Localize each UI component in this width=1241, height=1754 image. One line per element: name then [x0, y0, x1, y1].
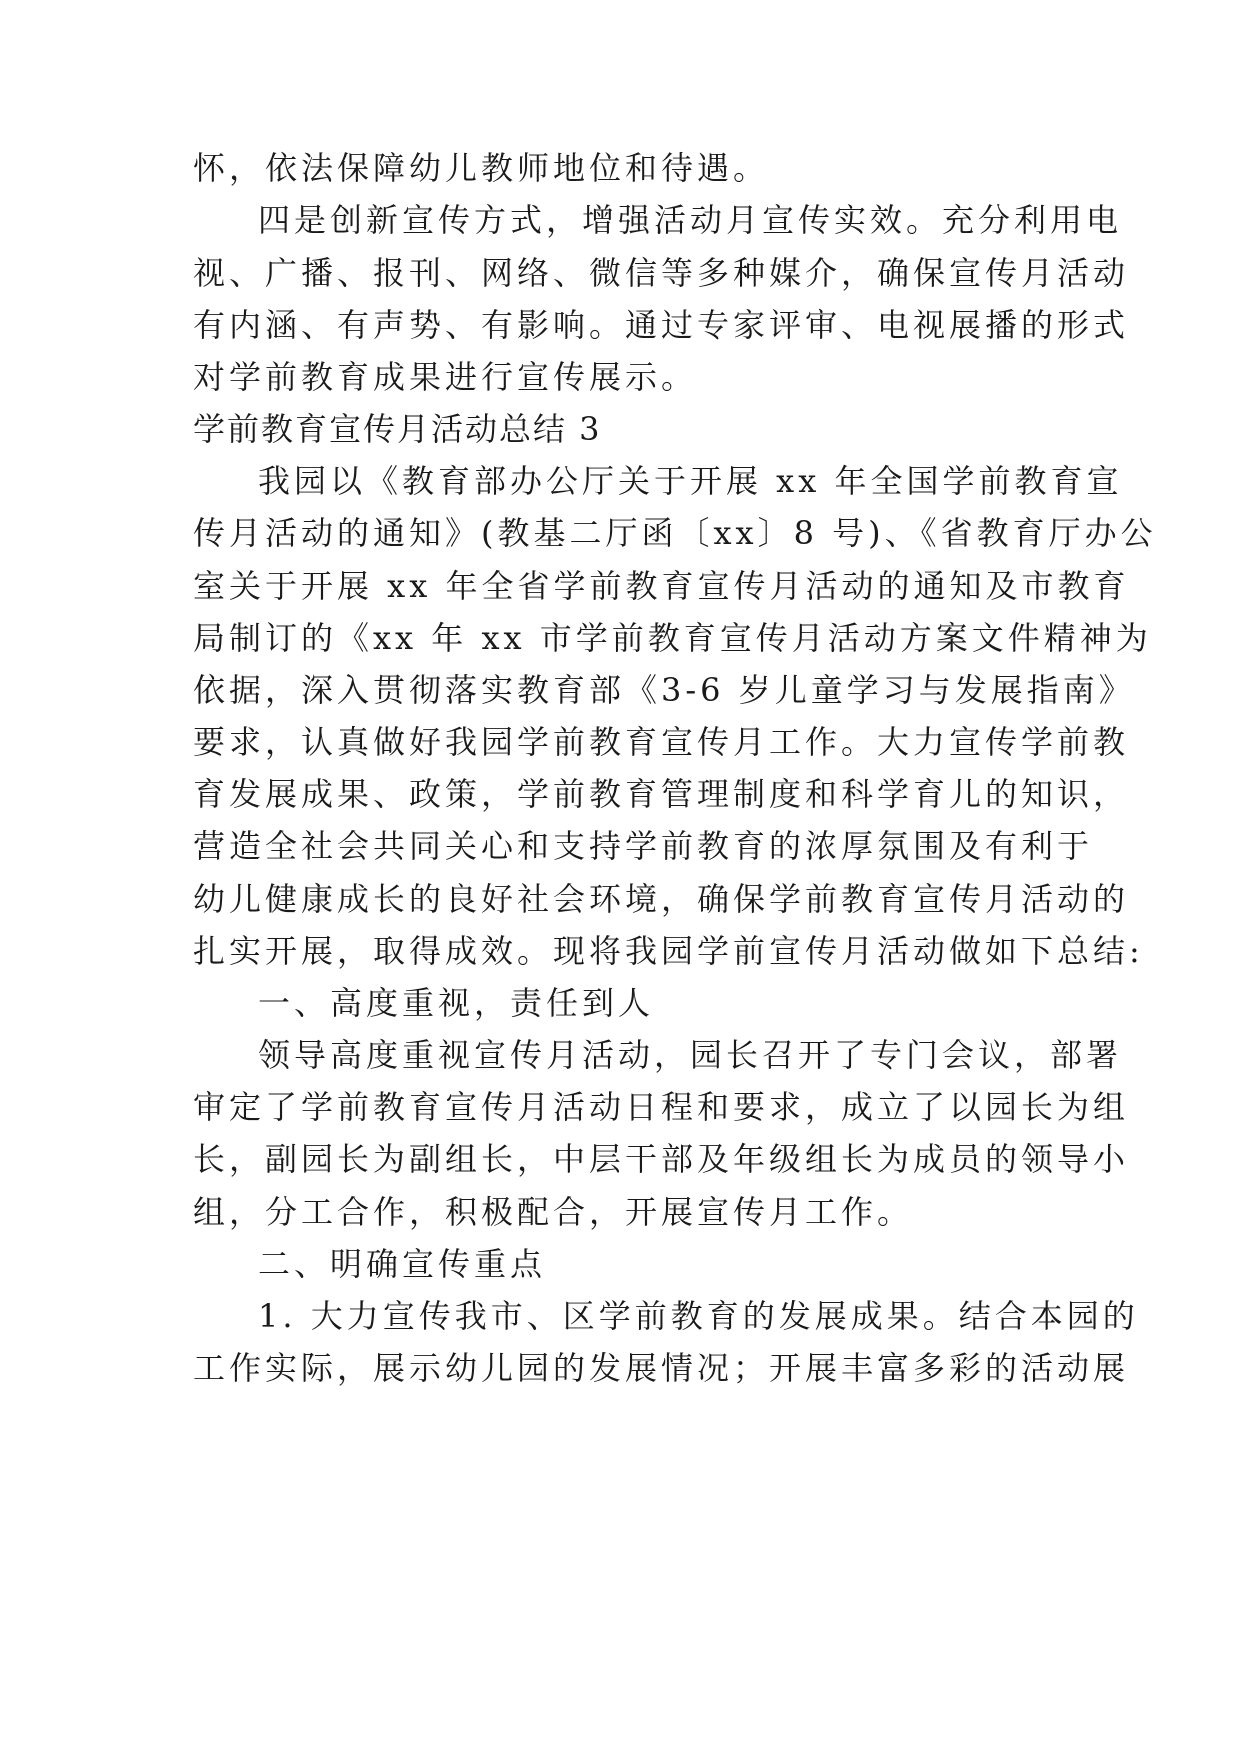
paragraph-line: 依据，深入贯彻落实教育部《3-6 岁儿童学习与发展指南》 — [193, 671, 1135, 709]
subheading: 一、高度重视，责任到人 — [258, 984, 655, 1022]
paragraph-line: 要求，认真做好我园学前教育宣传月工作。大力宣传学前教 — [193, 723, 1130, 761]
paragraph-line: 审定了学前教育宣传月活动日程和要求，成立了以园长为组 — [193, 1088, 1130, 1126]
subheading: 二、明确宣传重点 — [258, 1245, 547, 1283]
paragraph-line: 扎实开展，取得成效。现将我园学前宣传月活动做如下总结: — [193, 932, 1144, 970]
paragraph-line: 四是创新宣传方式，增强活动月宣传实效。充分利用电 — [258, 201, 1123, 239]
paragraph-line: 营造全社会共同关心和支持学前教育的浓厚氛围及有利于 — [193, 827, 1094, 865]
paragraph-line: 我园以《教育部办公厅关于开展 xx 年全国学前教育宣 — [258, 462, 1123, 500]
paragraph-line: 育发展成果、政策，学前教育管理制度和科学育儿的知识， — [193, 775, 1130, 813]
section-title: 学前教育宣传月活动总结 3 — [193, 410, 602, 448]
paragraph-line: 室关于开展 xx 年全省学前教育宣传月活动的通知及市教育 — [193, 567, 1130, 605]
paragraph-line: 有内涵、有声势、有影响。通过专家评审、电视展播的形式 — [193, 306, 1130, 344]
paragraph-line: 1. 大力宣传我市、区学前教育的发展成果。结合本园的 — [258, 1297, 1139, 1335]
paragraph-line: 视、广播、报刊、网络、微信等多种媒介，确保宣传月活动 — [193, 254, 1130, 292]
paragraph-line: 局制订的《xx 年 xx 市学前教育宣传月活动方案文件精神为 — [193, 619, 1152, 657]
paragraph-line: 传月活动的通知》(教基二厅函〔xx〕8 号)、《省教育厅办公 — [193, 514, 1157, 552]
paragraph-line: 工作实际，展示幼儿园的发展情况；开展丰富多彩的活动展 — [193, 1349, 1130, 1387]
paragraph-line: 幼儿健康成长的良好社会环境，确保学前教育宣传月活动的 — [193, 880, 1130, 918]
paragraph-line: 怀，依法保障幼儿教师地位和待遇。 — [193, 149, 770, 187]
paragraph-line: 长，副园长为副组长，中层干部及年级组长为成员的领导小 — [193, 1140, 1130, 1178]
paragraph-line: 对学前教育成果进行宣传展示。 — [193, 358, 698, 396]
paragraph-line: 组，分工合作，积极配合，开展宣传月工作。 — [193, 1193, 914, 1231]
paragraph-line: 领导高度重视宣传月活动，园长召开了专门会议，部署 — [258, 1036, 1123, 1074]
